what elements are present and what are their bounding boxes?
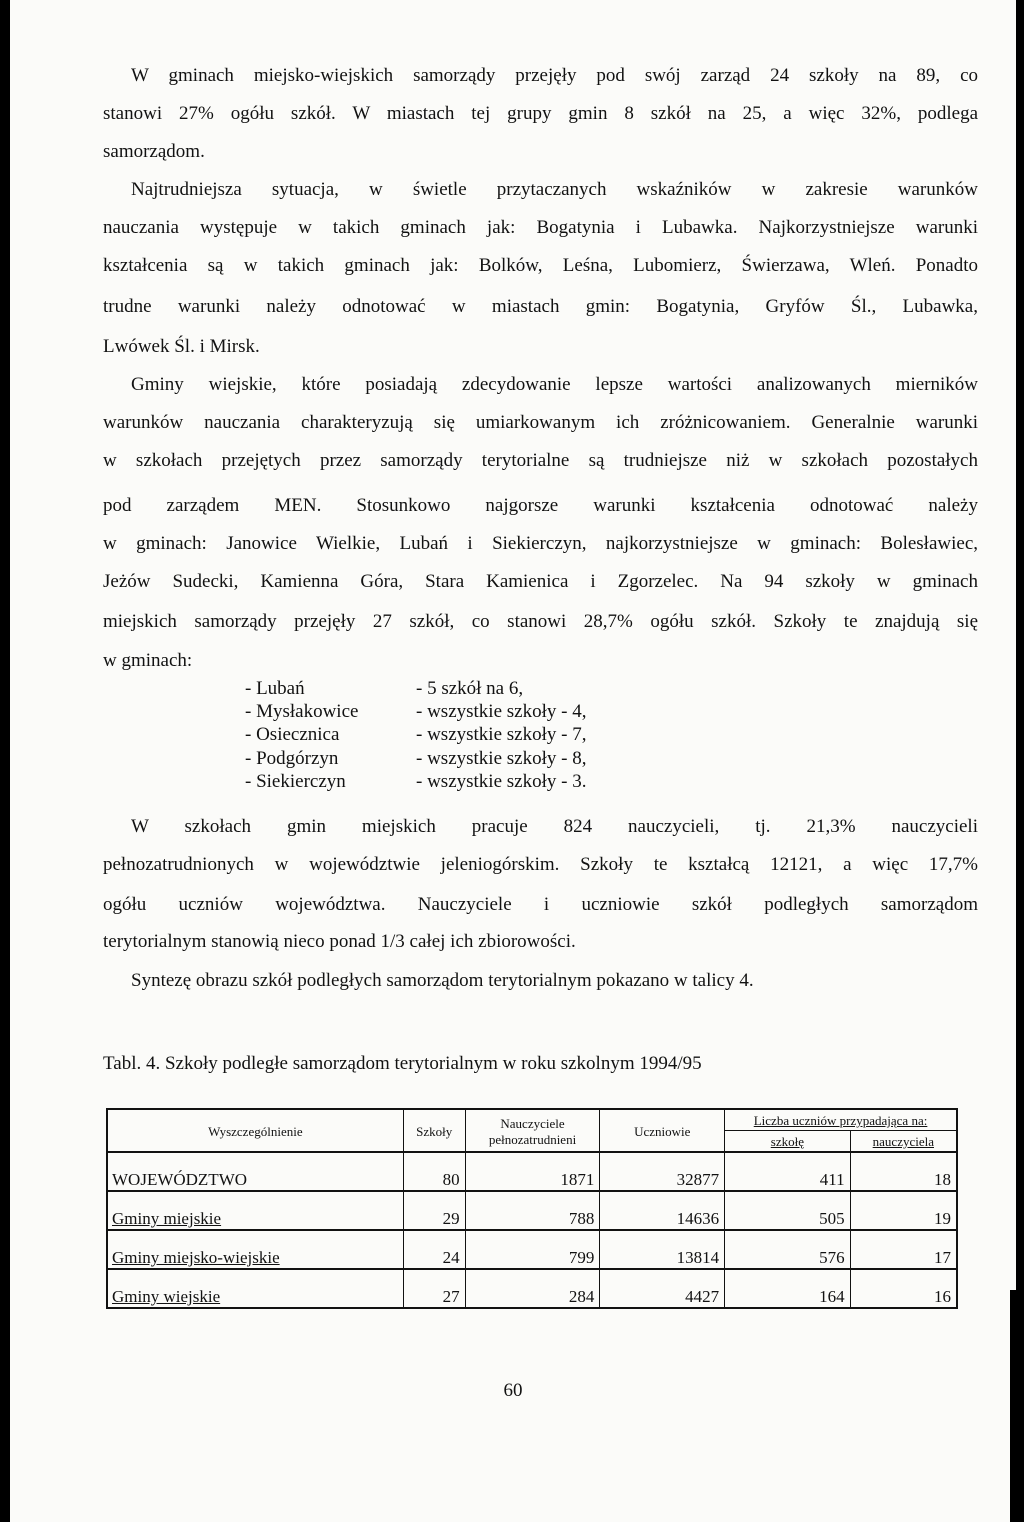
list-item-value: - wszystkie szkoły - 3. (416, 770, 587, 792)
text-line: Syntezę obrazu szkół podległych samorządom terytorialnym pokazano w talicy 4. (131, 970, 754, 991)
table-title: Tabl. 4. Szkoły podległe samorządom terytorialnym w roku szkolnym 1994/95 (103, 1053, 702, 1074)
column-header: Nauczyciele pełnozatrudnieni (465, 1109, 600, 1152)
row-label: Gminy miejsko-wiejskie (107, 1230, 403, 1269)
list-item-value: - wszystkie szkoły - 4, (416, 701, 587, 723)
text-line: Gminy wiejskie, które posiadają zdecydowanie lepsze wartości analizowanych mierników (131, 374, 978, 395)
table-cell: 14636 (600, 1191, 725, 1230)
table-cell: 16 (850, 1269, 957, 1308)
text-line: w gminach: Janowice Wielkie, Lubań i Siekierczyn, najkorzystniejsze w gminach: Bolesławiec, (103, 533, 978, 554)
column-header: Wyszczególnienie (107, 1109, 403, 1152)
table-cell: 799 (465, 1230, 600, 1269)
text-line: trudne warunki należy odnotować w miastach gmin: Bogatynia, Gryfów Śl., Lubawka, (103, 296, 978, 317)
text-line: Lwówek Śl. i Mirsk. (103, 336, 260, 357)
table-cell: 29 (403, 1191, 465, 1230)
text-line: w gminach: (103, 650, 193, 671)
text-line: miejskich samorządy przejęły 27 szkół, co stanowi 28,7% ogółu szkół. Szkoły te znajdują się (103, 611, 978, 632)
table-cell: 1871 (465, 1152, 600, 1191)
list-item (245, 677, 586, 700)
table-cell: 13814 (600, 1230, 725, 1269)
gmina-list (245, 677, 586, 793)
text-line: kształcenia są w takich gminach jak: Bolków, Leśna, Lubomierz, Świerzawa, Wleń. Ponadto (103, 255, 978, 276)
row-label: Gminy miejskie (107, 1191, 403, 1230)
table-cell: 17 (850, 1230, 957, 1269)
table-cell: 576 (725, 1230, 851, 1269)
list-item-name: - Mysłakowice (245, 701, 359, 723)
column-header: Szkoły (403, 1109, 465, 1152)
text-line: ogółu uczniów województwa. Nauczyciele i uczniowie szkół podległych samorządom (103, 894, 978, 915)
text-line: samorządom. (103, 141, 205, 162)
table-cell: 4427 (600, 1269, 725, 1308)
table-row (107, 1269, 957, 1308)
list-item-value: - wszystkie szkoły - 7, (416, 724, 587, 746)
table-cell: 284 (465, 1269, 600, 1308)
table-cell: 19 (850, 1191, 957, 1230)
column-header: nauczyciela (850, 1131, 957, 1153)
list-item-name: - Osiecznica (245, 724, 340, 746)
schools-table (106, 1108, 958, 1309)
table-row (107, 1191, 957, 1230)
text-line: terytorialnym stanowią nieco ponad 1/3 całej ich zbiorowości. (103, 931, 576, 952)
document-page (10, 0, 1016, 1522)
table-row (107, 1152, 957, 1191)
table-cell: 164 (725, 1269, 851, 1308)
table-row (107, 1230, 957, 1269)
table-cell: 788 (465, 1191, 600, 1230)
scan-edge (1010, 1290, 1024, 1522)
table-cell: 32877 (600, 1152, 725, 1191)
text-line: W gminach miejsko-wiejskich samorządy przejęły pod swój zarząd 24 szkoły na 89, co (131, 65, 978, 86)
column-group-header: Liczba uczniów przypadająca na: (725, 1109, 957, 1131)
text-line: W szkołach gmin miejskich pracuje 824 nauczycieli, tj. 21,3% nauczycieli (131, 816, 978, 837)
row-label: Gminy wiejskie (107, 1269, 403, 1308)
table-cell: 18 (850, 1152, 957, 1191)
table-cell: 24 (403, 1230, 465, 1269)
list-item (245, 723, 586, 746)
table-cell: 505 (725, 1191, 851, 1230)
table-cell: 80 (403, 1152, 465, 1191)
text-line: pełnozatrudnionych w województwie jeleniogórskim. Szkoły te kształcą 12121, a więc 17,7% (103, 854, 978, 875)
column-header: Uczniowie (600, 1109, 725, 1152)
text-line: Jeżów Sudecki, Kamienna Góra, Stara Kamienica i Zgorzelec. Na 94 szkoły w gminach (103, 571, 978, 592)
list-item-name: - Lubań (245, 678, 305, 699)
text-line: Najtrudniejsza sytuacja, w świetle przytaczanych wskaźników w zakresie warunków (131, 179, 978, 200)
list-item-name: - Podgórzyn (245, 747, 339, 769)
row-label: WOJEWÓDZTWO (107, 1152, 403, 1191)
page-number: 60 (503, 1380, 523, 1401)
text-line: nauczania występuje w takich gminach jak: Bogatynia i Lubawka. Najkorzystniejsze warunki (103, 217, 978, 238)
list-item-value: - 5 szkół na 6, (416, 678, 524, 699)
column-header: szkołę (725, 1131, 851, 1153)
table-header-row (107, 1109, 957, 1131)
text-line: w szkołach przejętych przez samorządy terytorialne są trudniejsze niż w szkołach pozostałych (103, 450, 978, 471)
list-item (245, 770, 586, 793)
text-line: pod zarządem MEN. Stosunkowo najgorsze warunki kształcenia odnotować należy (103, 495, 978, 516)
table-cell: 411 (725, 1152, 851, 1191)
text-line: stanowi 27% ogółu szkół. W miastach tej grupy gmin 8 szkół na 25, a więc 32%, podlega (103, 103, 978, 124)
list-item (245, 747, 586, 770)
list-item-name: - Siekierczyn (245, 770, 346, 792)
text-line: warunków nauczania charakteryzują się umiarkowanym ich zróżnicowaniem. Generalnie warunki (103, 412, 978, 433)
list-item-value: - wszystkie szkoły - 8, (416, 747, 587, 769)
table-cell: 27 (403, 1269, 465, 1308)
list-item (245, 700, 586, 723)
